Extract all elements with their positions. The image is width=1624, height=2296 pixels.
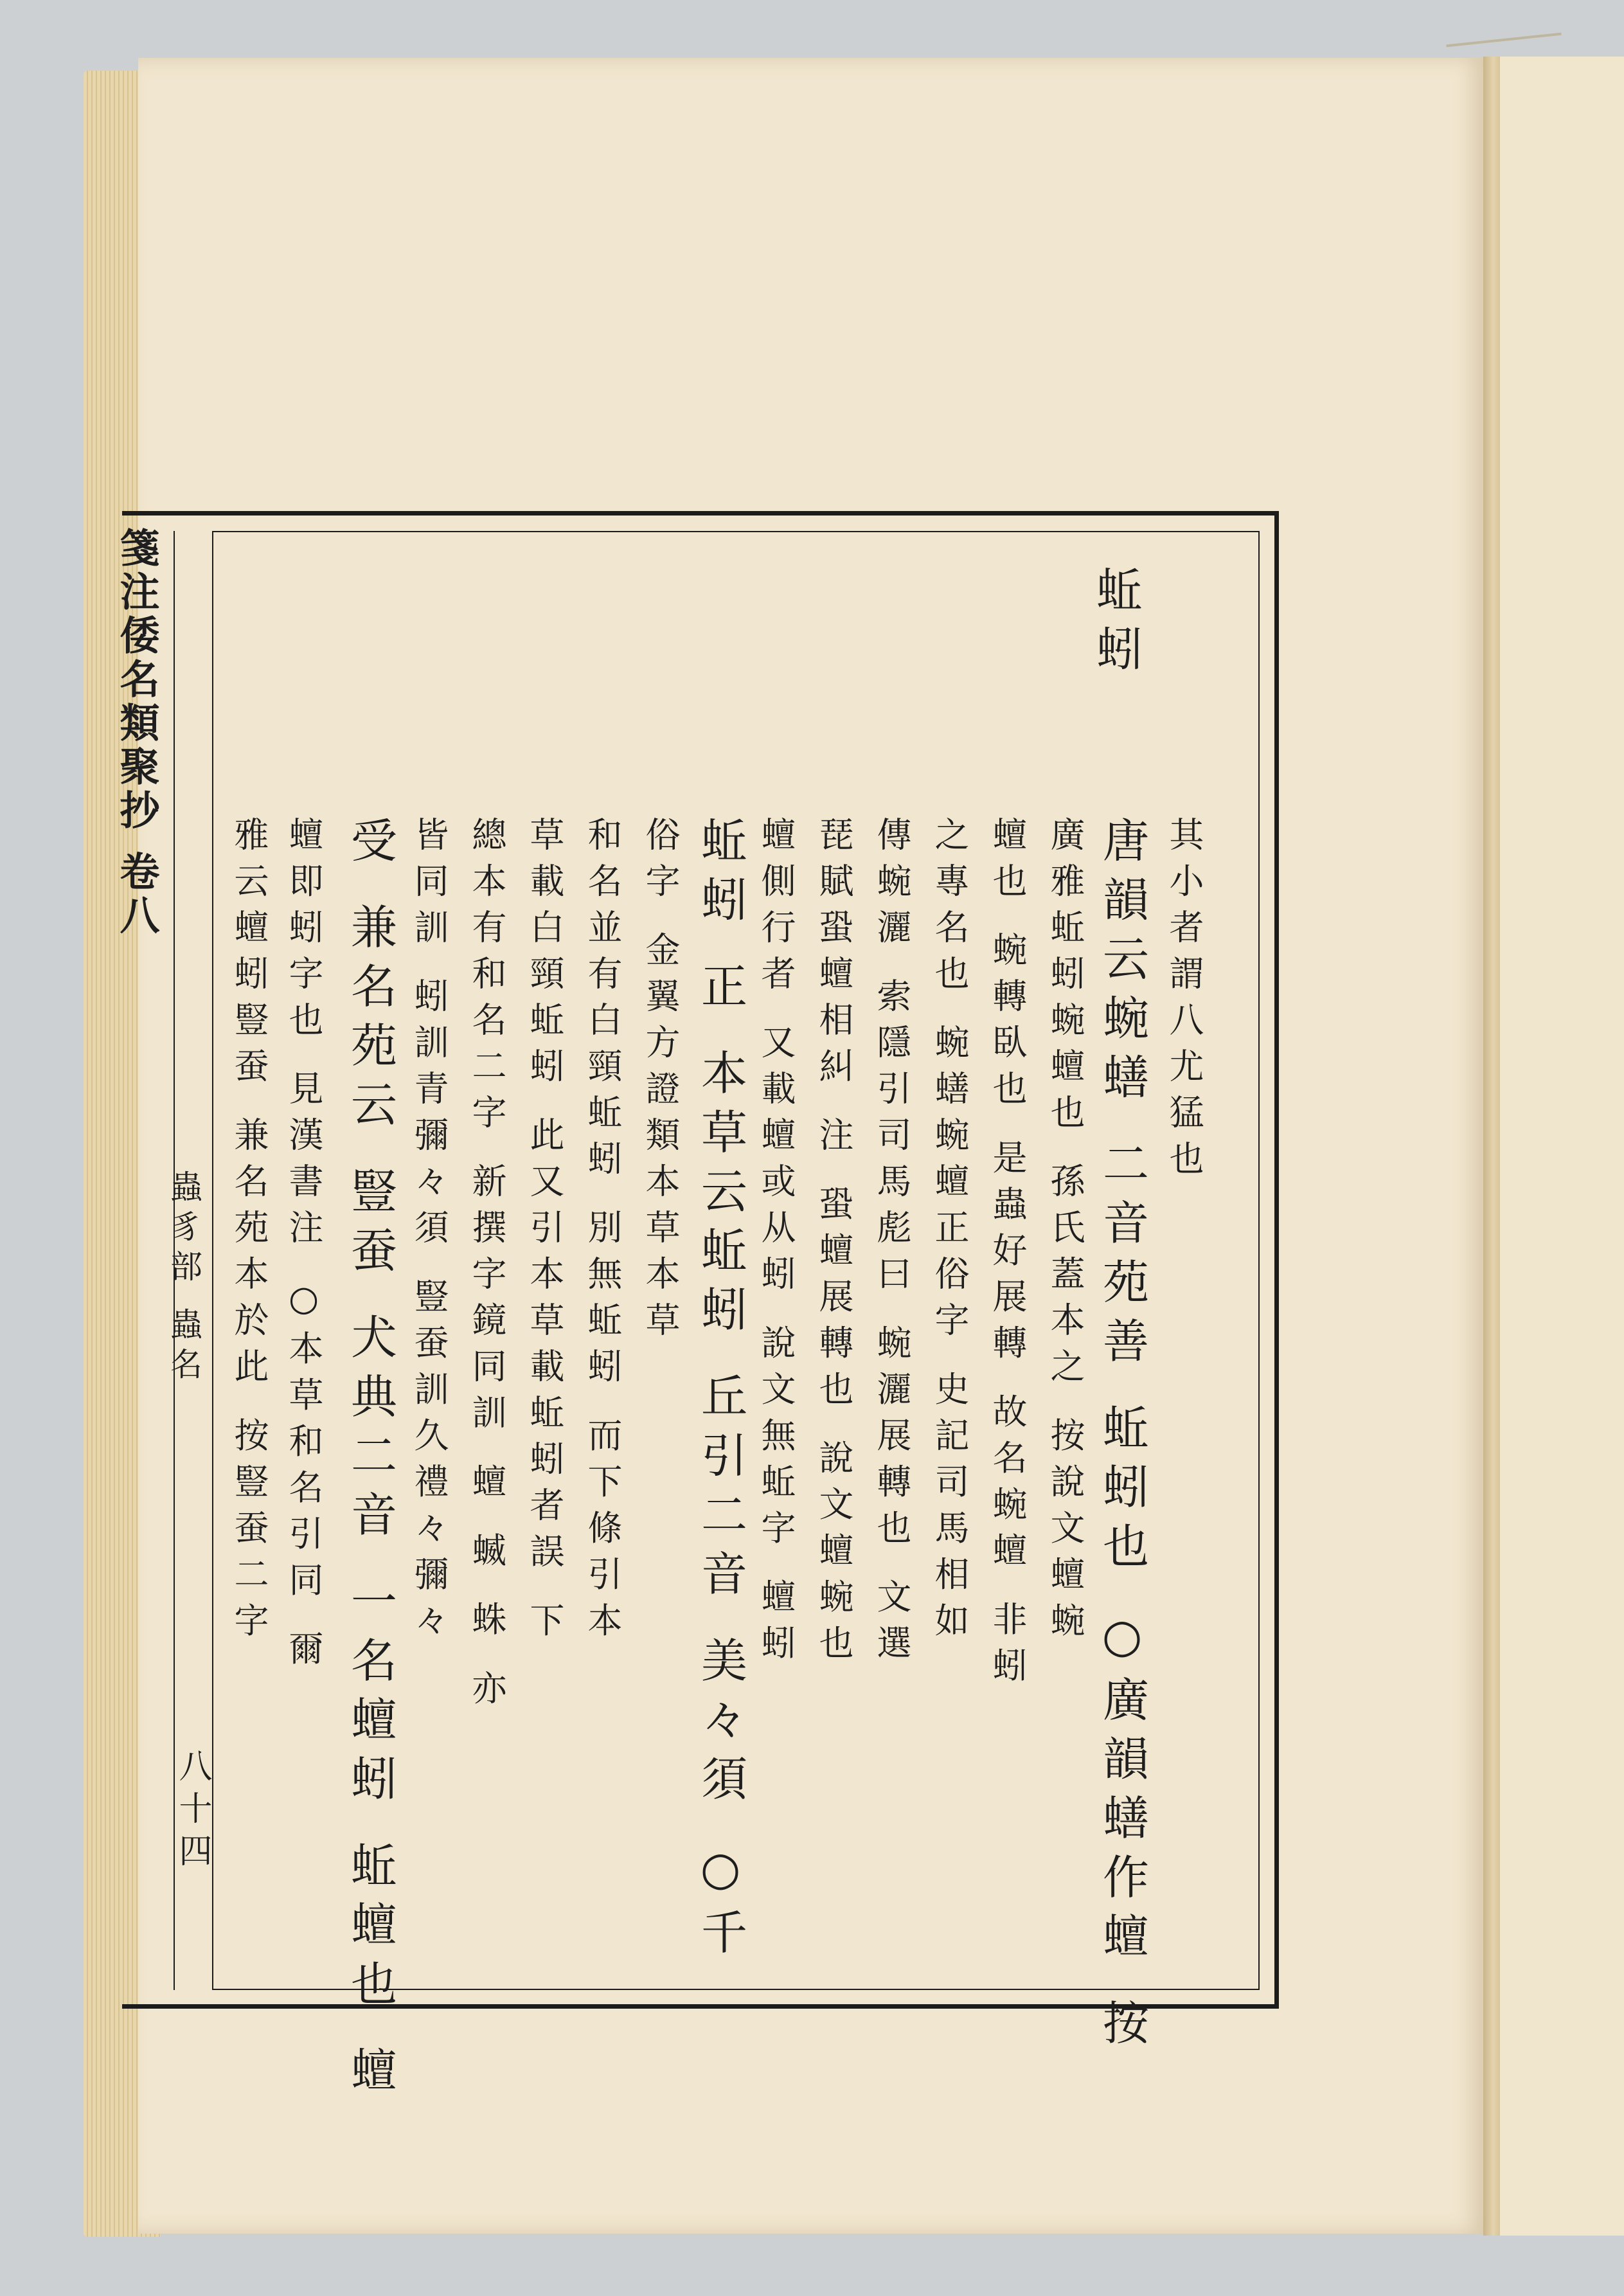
text-column-2: 其小者謂八尤猛也: [1164, 816, 1204, 1187]
text-column-9: 蟺側行者 又載蟺或从蚓 說文無蚯字 蟺蚓: [756, 816, 796, 1671]
text-column-1: 蚯蚓: [1089, 566, 1143, 684]
facing-page: [1500, 57, 1624, 2236]
text-column-4: 廣雅蚯蚓蜿蟺也 孫氏蓋本之 按說文蟺蜿: [1045, 816, 1085, 1649]
book-gutter: [1483, 57, 1500, 2236]
text-column-13: 草載白頸蚯蚓 此又引本草載蚯蚓者誤 下: [524, 816, 565, 1649]
text-column-5: 蟺也 蜿轉臥也 是蟲好展轉 故名蜿蟺 非蚓: [987, 816, 1028, 1694]
text-column-14: 總本有和名二字 新撰字鏡同訓 蟺 蝛 蛛 亦: [467, 816, 507, 1716]
binding-thread: [1446, 33, 1561, 48]
text-column-12: 和名並有白頸蚯蚓 別無蚯蚓 而下條引本: [582, 816, 623, 1649]
text-column-17: 蟺即蚓字也 見漢書注 ○本草和名引同 爾: [283, 816, 324, 1677]
text-column-11: 俗字 金翼方證類本草本草: [640, 816, 681, 1349]
text-column-15: 皆同訓 蚓訓青彌々須 豎蚕訓久禮々彌々: [409, 816, 449, 1649]
text-column-3: 唐韻云蜿蟮 二音苑善 蚯蚓也 ○廣韻蟮作蟺 按: [1095, 816, 1149, 2058]
text-column-16: 受 兼名苑云 豎蚕 犬典二音 一名蟺蚓 蚯蟺也 蟺: [343, 816, 397, 2106]
text-column-8: 琵賦蛩蟺相糾 注 蛩蟺展轉也 說文蟺蜿也: [814, 816, 854, 1671]
section-label: 蟲豸部 蟲名: [165, 1170, 202, 1387]
page-number: 八十四: [173, 1748, 211, 1876]
text-column-18: 雅云蟺蚓豎蚕 兼名苑本於此 按豎蚕二字: [229, 816, 269, 1649]
running-title: 箋注倭名類聚抄 卷八: [113, 527, 160, 938]
text-column-6: 之專名也 蜿蟮蜿蟺正俗字 史記司馬相如: [929, 816, 970, 1649]
text-column-7: 傳蜿灑 索隱引司馬彪曰 蜿灑展轉也 文選: [871, 816, 912, 1671]
text-column-10: 蚯蚓 正 本草云蚯蚓 丘引二音 美々須 ○千: [693, 816, 747, 1968]
